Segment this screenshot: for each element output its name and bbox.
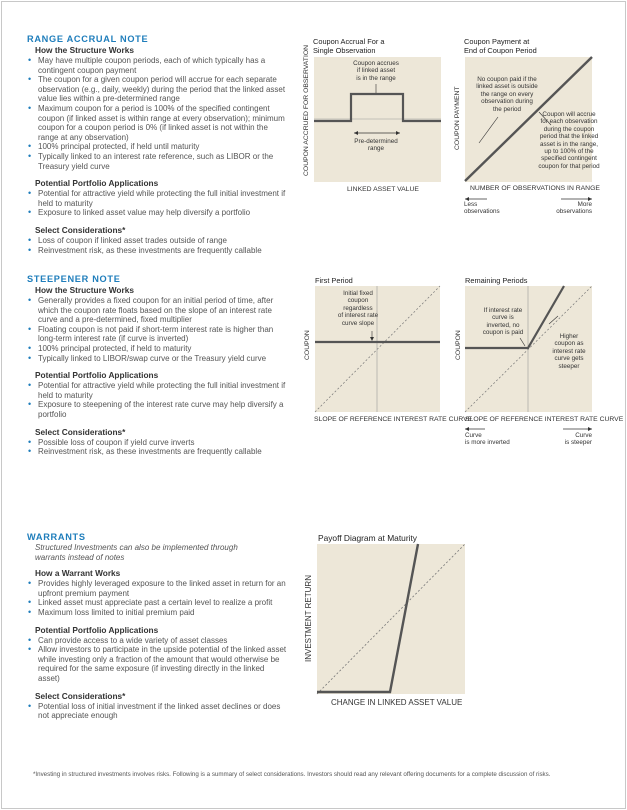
list-item: • Provides highly leveraged exposure to the linked asset in return for an upfront premium payment: [27, 579, 287, 598]
list-item: • Maximum coupon for a period is 100% of the specified contingent coupon (if linked asset is within range at every observation); minimum coupon for a coupon period is 0% (if linked asset is not within the range at any observation): [27, 104, 287, 142]
intro-line: Structured Investments can also be implemented through: [35, 543, 238, 552]
range-chart2-xlabel: NUMBER OF OBSERVATIONS IN RANGE: [470, 185, 600, 192]
note-line: of interest rate: [337, 312, 379, 320]
steepener-cons-heading: Select Considerations*: [35, 426, 126, 437]
list-item: • Can provide access to a wide variety of asset classes: [27, 636, 287, 646]
more-observations-label: [550, 201, 592, 216]
note-line: asset is in the range,: [539, 140, 599, 148]
list-item: • Potential for attractive yield while protecting the full initial investment if held to maturity: [27, 189, 287, 208]
note-line: Pre-determined: [354, 138, 398, 145]
list-item: • Linked asset must appreciate past a certain level to realize a profit: [27, 598, 287, 608]
inverted-arrowhead: [465, 427, 469, 431]
note-line: Coupon will accrue: [542, 111, 596, 118]
list-item: • Loss of coupon if linked asset trades outside of range: [27, 236, 287, 246]
steepener-chart2-note-left: [468, 307, 538, 337]
footnote: *Investing in structured investments involves risks. Following is a summary of select considerations. Investors should read any relevant offering documents for a complete discussion of risks.: [33, 771, 551, 778]
range-accrual-apps-heading: Potential Portfolio Applications: [35, 178, 159, 189]
steepener-title: STEEPENER NOTE: [27, 274, 121, 284]
note-line: is in the range: [356, 74, 396, 82]
note-line: the period: [492, 105, 521, 113]
warrants-how-list: [27, 579, 287, 617]
range-chart2-note-left: [466, 76, 548, 113]
curve-steeper-label: [548, 432, 592, 447]
steepener-chart1-xlabel: SLOPE OF REFERENCE INTEREST RATE CURVE: [314, 416, 473, 423]
warrants-section: [27, 532, 287, 721]
steepener-chart2-ylabel: COUPON: [455, 330, 462, 360]
list-item: • Floating coupon is not paid if short-term interest rate is higher than long-term interest rate (if curve is inverted): [27, 325, 287, 344]
note-line: Higher: [559, 333, 579, 340]
note-line: observations: [556, 208, 592, 216]
range-accrual-how-list: [27, 56, 287, 171]
note-line: coupon: [347, 297, 369, 305]
list-item: • Reinvestment risk, as these investments are frequently callable: [27, 246, 287, 256]
list-item: • Typically linked to LIBOR/swap curve or the Treasury yield curve: [27, 354, 287, 364]
range-accrual-title: RANGE ACCRUAL NOTE: [27, 34, 149, 44]
range-chart1-title: [313, 38, 384, 55]
note-line: No coupon paid if the: [477, 76, 537, 83]
range-accrual-how-heading: How the Structure Works: [35, 45, 134, 55]
warrants-apps-heading: Potential Portfolio Applications: [35, 624, 159, 635]
steepener-section: [27, 274, 287, 457]
list-item: • The coupon for a given coupon period will accrue for each separate observation (e.g., daily, weekly) during the period that the linked asset value lies within a pre-determined range: [27, 75, 287, 104]
list-item: • 100% principal protected, if held to maturity: [27, 344, 287, 354]
steepener-chart2-title: Remaining Periods: [465, 276, 528, 285]
list-item: • Potential loss of initial investment if the linked asset declines or does not appreciate enough: [27, 702, 287, 721]
note-line: curve gets: [554, 355, 584, 363]
warrants-how-heading: How a Warrant Works: [35, 568, 121, 579]
chart-title-line: End of Coupon Period: [464, 45, 537, 55]
warrants-chart-xlabel: CHANGE IN LINKED ASSET VALUE: [331, 698, 463, 707]
list-item: • May have multiple coupon periods, each of which typically has a contingent coupon payment: [27, 56, 287, 75]
note-line: coupon is paid: [482, 329, 524, 337]
range-chart1-xlabel: LINKED ASSET VALUE: [347, 186, 419, 193]
range-accrual-cons-heading: Select Considerations*: [35, 224, 126, 235]
note-line: during the coupon: [543, 125, 595, 133]
note-line: Coupon accrues: [353, 60, 399, 67]
range-accrual-section: [27, 34, 287, 255]
warrants-intro: [35, 543, 287, 562]
warrants-apps-list: [27, 636, 287, 684]
range-chart1-ylabel: COUPON ACCRUED FOR OBSERVATION: [303, 44, 310, 176]
note-line: inverted, no: [486, 321, 520, 329]
note-line: Initial fixed: [343, 290, 373, 297]
range-chart2-ylabel: COUPON PAYMENT: [454, 86, 461, 150]
note-line: curve is: [492, 314, 514, 322]
steepener-how-heading: How the Structure Works: [35, 285, 134, 295]
steepener-chart1-ylabel: COUPON: [304, 330, 311, 360]
steepener-chart2-note-right: [543, 333, 595, 370]
warrants-chart-ylabel: INVESTMENT RETURN: [304, 575, 313, 662]
note-line: If interest rate: [483, 307, 523, 314]
warrants-cons-heading: Select Considerations*: [35, 690, 126, 701]
chart-title-line: Coupon Payment at: [464, 37, 530, 46]
range-accrual-cons-list: [27, 236, 287, 255]
note-line: coupon for that period: [538, 162, 600, 170]
range-chart2-title: [464, 38, 537, 55]
note-line: linked asset is outside: [476, 83, 538, 91]
steeper-arrowhead: [588, 427, 592, 431]
steepener-chart1-note: [318, 290, 398, 327]
steepener-how-list: [27, 296, 287, 363]
note-line: is more inverted: [465, 439, 510, 447]
range-chart1-note-range: [316, 138, 436, 153]
note-line: period that the linked: [539, 133, 599, 141]
note-line: interest rate: [552, 347, 586, 355]
list-item: • 100% principal protected, if held until maturity: [27, 142, 287, 152]
note-line: for each observation: [540, 118, 598, 126]
note-line: Curve: [575, 432, 592, 439]
chart-title-line: Coupon Accrual For a: [313, 37, 385, 46]
less-observations-label: [464, 201, 500, 216]
note-line: the range on every: [480, 90, 534, 98]
list-item: • Reinvestment risk, as these investments are frequently callable: [27, 447, 287, 457]
list-item: • Typically linked to an interest rate reference, such as LIBOR or the Treasury yield curve: [27, 152, 287, 171]
range-chart1-note-top: [316, 60, 436, 82]
list-item: • Allow investors to participate in the upside potential of the linked asset while investing only a fraction of the amount that would otherwise be required for the same exposure (if investing directly in the linked asset): [27, 645, 287, 683]
note-line: up to 100% of the: [544, 148, 594, 156]
list-item: • Generally provides a fixed coupon for an initial period of time, after which the coupon rate floats based on the slope of an interest rate curve and a pre-determined, fixed multiplier: [27, 296, 287, 325]
list-item: • Potential for attractive yield while protecting the full initial investment if held to maturity: [27, 381, 287, 400]
note-line: curve slope: [341, 319, 375, 327]
steepener-apps-heading: Potential Portfolio Applications: [35, 370, 159, 381]
warrants-title: WARRANTS: [27, 532, 86, 542]
note-line: regardless: [343, 304, 373, 312]
warrants-chart-title: Payoff Diagram at Maturity: [318, 533, 417, 543]
steepener-apps-list: [27, 381, 287, 419]
note-line: specified contingent: [541, 155, 597, 163]
note-line: range: [367, 145, 385, 153]
list-item: • Exposure to steepening of the interest rate curve may help diversify a portfolio: [27, 400, 287, 419]
warrants-cons-list: [27, 702, 287, 721]
note-line: Curve: [465, 432, 482, 439]
note-line: observation during: [481, 98, 533, 106]
list-item: • Maximum loss limited to initial premium paid: [27, 608, 287, 618]
note-line: steeper: [558, 362, 580, 370]
chart-title-line: Single Observation: [313, 45, 376, 55]
note-line: More: [577, 201, 592, 208]
note-line: observations: [464, 208, 500, 216]
steepener-chart2-xlabel: SLOPE OF REFERENCE INTEREST RATE CURVE: [465, 416, 624, 423]
steepener-cons-list: [27, 438, 287, 457]
warrants-chart-plot: [317, 544, 465, 694]
note-line: Less: [464, 201, 478, 208]
note-line: coupon as: [554, 340, 584, 348]
note-line: if linked asset: [356, 67, 396, 75]
list-item: • Exposure to linked asset value may help diversify a portfolio: [27, 208, 287, 218]
note-line: is steeper: [564, 439, 592, 447]
list-item: • Possible loss of coupon if yield curve inverts: [27, 438, 287, 448]
steepener-chart1-title: First Period: [315, 276, 353, 285]
intro-line: warrants instead of notes: [35, 552, 125, 562]
range-chart2-note-right: [535, 111, 603, 170]
curve-inverted-label: [465, 432, 510, 447]
range-accrual-apps-list: [27, 189, 287, 218]
